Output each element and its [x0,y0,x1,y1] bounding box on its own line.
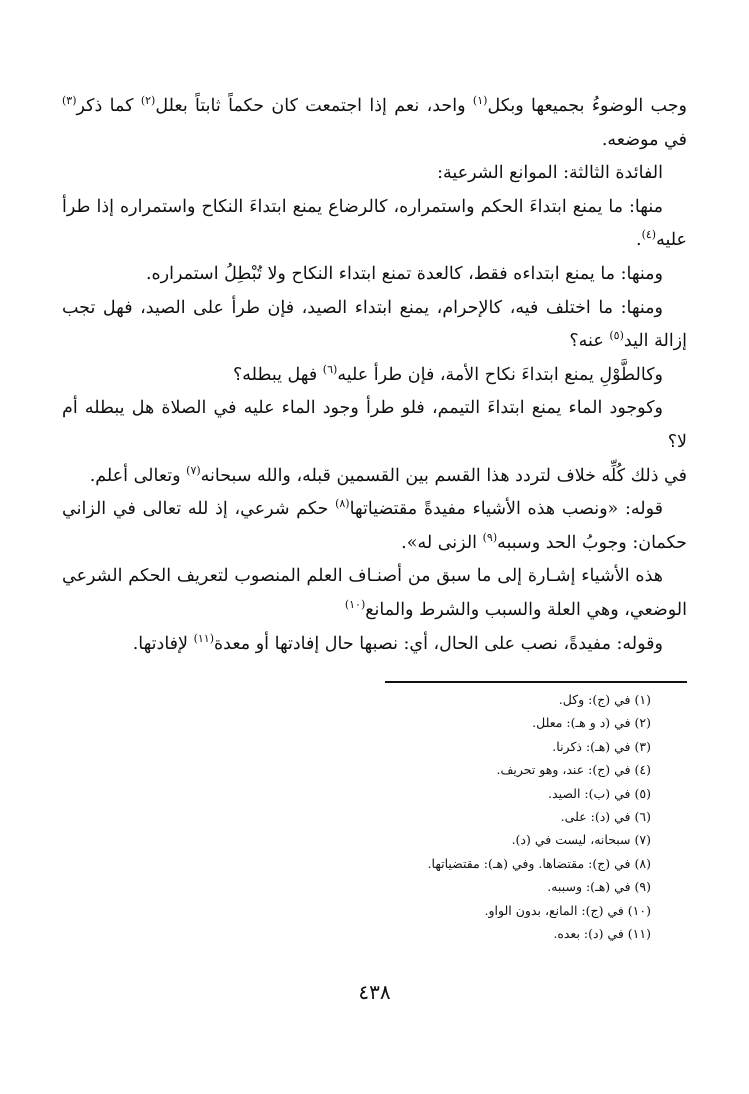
paragraph: وقوله: مفيدةً، نصب على الحال، أي: نصبها حال إفادتها أو معدة$^{(١١)}$ لإفادتها. [132,631,663,654]
paragraph: هذه الأشياء إشـارة إلى ما سبق من أصنـاف العلم المنصوب لتعريف الحكم الشرعي الوضعي، وهي العلة والسبب والشرط والمانع$^{(١٠)}$ [62,566,687,620]
footnote: (٧) سبحانه، ليست في (د). [511,832,651,848]
footnote: (١) في (ج): وكل. [558,692,651,707]
footnote-ref: (٨) [335,497,350,511]
paragraph: في ذلك كُلِّه خلاف لتردد هذا القسم بين القسمين قبله، والله سبحانه$^{(٧)}$ وتعالى أعلم. [89,463,687,486]
paragraph: ومنها: ما اختلف فيه، كالإحرام، يمنع ابتداء الصيد، فإن طرأ على الصيد، فهل تجب إزالة اليد$^{(٥)}$ عنه؟ [62,297,687,352]
footnote-ref: (١) [472,94,488,108]
footnote-ref: (٥) [609,329,624,343]
footnote: (١١) في (د): بعده. [553,926,651,942]
footnote-ref: (٩) [482,530,498,544]
footnote-ref: (٢) [140,94,156,108]
footnote-ref: (٣) [62,94,77,108]
paragraph: قوله: «ونصب هذه الأشياء مفيدةً مقتضياتها$^{(٨)}$ حكم شرعي، إذ لله تعالى في الزاني حكمان: وجوبُ الحد وسببه$^{(٩)}$ الزنى له». [62,497,687,553]
footnote-ref: (١١) [193,631,214,645]
page-number: ٤٣٨ [358,980,391,1004]
footnote: (٣) في (هـ): ذكرنا. [552,738,651,754]
footnote: (٦) في (د): على. [560,809,651,825]
paragraph: وكالطَّوْلِ يمنع ابتداءَ نكاح الأمة، فإن طرأ عليه$^{(٦)}$ فهل يبطله؟ [233,362,663,385]
footnote: (٤) في (ج): عند، وهو تحريف. [496,762,651,778]
footnote-ref: (٦) [322,362,338,376]
footnotes [62,688,687,945]
footnote: (٢) في (د و هـ): معلل. [532,715,651,731]
paragraph: وجب الوضوءُ بجميعها وبكل$^{(١)}$ واحد، نعم إذا اجتمعت كان حكماً ثابتاً بعلل$^{(٢)}$ كما ذكر$^{(٣)}$ في موضعه. [62,94,688,150]
section-heading: الفائدة الثالثة: الموانع الشرعية: [437,163,663,184]
footnote-ref: (١٠) [344,598,366,612]
footnote: (٥) في (ب): الصيد. [548,785,651,801]
paragraph: وكوجود الماء يمنع ابتداءَ التيمم، فلو طرأ وجود الماء عليه في الصلاة هل يبطله أم لا؟ [62,398,687,452]
paragraph: ومنها: ما يمنع ابتداءه فقط، كالعدة تمنع ابتداء النكاح ولا تُبْطِلُ استمراره. [145,263,663,284]
footnote: (٨) في (ج): مقتضاها. وفي (هـ): مقتضياتها. [427,855,651,871]
footnote-ref: (٧) [186,463,201,477]
main-text [62,90,687,661]
footnote: (٩) في (هـ): وسببه. [547,879,651,895]
paragraph: منها: ما يمنع ابتداءَ الحكم واستمراره، كالرضاع يمنع ابتداءَ النكاح واستمراره إذا طرأ عليه$^{(٤)}$. [62,196,687,251]
footnote: (١٠) في (ج): المانع، بدون الواو. [484,902,651,918]
footnote-divider [385,681,687,683]
footnote-ref: (٤) [641,228,657,242]
